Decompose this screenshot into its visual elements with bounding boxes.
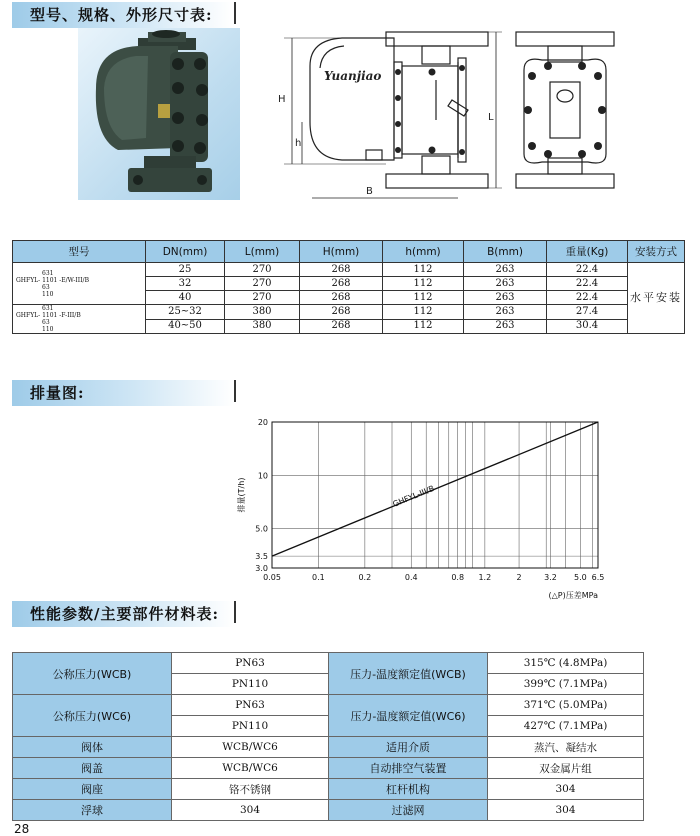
table-row [13, 263, 685, 277]
section-header-dimensions [12, 2, 232, 28]
table-header-row [13, 241, 685, 263]
x-tick-label: 0.05 [263, 573, 281, 582]
cell-l: 270 [225, 291, 300, 305]
header-H: H(mm) [300, 241, 383, 263]
cell-H: 268 [300, 263, 383, 277]
label-seat: 阀座 [13, 779, 172, 800]
series-label: GHFYL-III/B [391, 483, 436, 509]
x-tick-label: 2 [516, 573, 522, 582]
dimension-table [12, 240, 685, 334]
value-float: 304 [172, 800, 329, 821]
cell-weight: 22.4 [547, 263, 628, 277]
cell-b: 263 [464, 305, 547, 320]
cell-h: 112 [383, 291, 464, 305]
cell-b: 263 [464, 263, 547, 277]
label-cover: 阀盖 [13, 758, 172, 779]
divider [234, 380, 236, 402]
cell-h: 112 [383, 277, 464, 291]
label-B: B [366, 186, 373, 197]
model-a-line1: 631 [42, 269, 54, 277]
cell-dn: 40~50 [146, 319, 225, 334]
install-method: 水平安装 [628, 263, 685, 334]
x-tick-label: 5.0 [574, 573, 587, 582]
value-lever: 304 [488, 779, 644, 800]
section-title: 排量图: [30, 384, 85, 402]
x-tick-label: 6.5 [591, 573, 605, 582]
cell-H: 268 [300, 291, 383, 305]
value-rating: 427℃ (7.1MPa) [488, 716, 644, 737]
label-float: 浮球 [13, 800, 172, 821]
label-rating-wcb: 压力-温度额定值(WCB) [329, 653, 488, 695]
model-b-line3: 63 [42, 319, 50, 326]
label-pressure-wc6: 公称压力(WC6) [13, 695, 172, 737]
cell-weight: 22.4 [547, 277, 628, 291]
cell-l: 380 [225, 319, 300, 334]
cell-dn: 25~32 [146, 305, 225, 320]
model-a-line2: GHFYL- 1101 -E/W-III/B [16, 276, 89, 284]
cell-h: 112 [383, 319, 464, 334]
table-row [13, 758, 644, 779]
value-rating: 371℃ (5.0MPa) [488, 695, 644, 716]
y-tick-label: 5.0 [255, 524, 268, 534]
x-tick-label: 1.2 [478, 573, 492, 582]
dimension-drawing [262, 26, 692, 206]
value-strainer: 304 [488, 800, 644, 821]
label-L: L [488, 112, 494, 123]
table-row [13, 737, 644, 758]
cell-weight: 30.4 [547, 319, 628, 334]
label-h: h [295, 138, 302, 149]
cell-b: 263 [464, 319, 547, 334]
cell-l: 380 [225, 305, 300, 320]
cell-dn: 25 [146, 263, 225, 277]
label-pressure-wcb: 公称压力(WCB) [13, 653, 172, 695]
cell-weight: 27.4 [547, 305, 628, 320]
header-model: 型号 [13, 241, 146, 263]
header-h: h(mm) [383, 241, 464, 263]
header-weight: 重量(Kg) [547, 241, 628, 263]
value-medium: 蒸汽、凝结水 [488, 737, 644, 758]
label-lever: 杠杆机构 [329, 779, 488, 800]
cell-weight: 22.4 [547, 291, 628, 305]
series-line [272, 422, 598, 556]
value-body: WCB/WC6 [172, 737, 329, 758]
cell-l: 270 [225, 277, 300, 291]
x-tick-label: 0.4 [404, 573, 418, 582]
cell-dn: 40 [146, 291, 225, 305]
header-l: L(mm) [225, 241, 300, 263]
cell-b: 263 [464, 291, 547, 305]
divider [234, 2, 236, 24]
table-row [13, 800, 644, 821]
cell-h: 112 [383, 263, 464, 277]
model-a-line3: 63 [42, 283, 50, 291]
header-dn: DN(mm) [146, 241, 225, 263]
cell-l: 270 [225, 263, 300, 277]
x-axis-title: (△P)压差MPa [548, 591, 598, 600]
model-cell-b [13, 305, 146, 334]
label-rating-wc6: 压力-温度额定值(WC6) [329, 695, 488, 737]
section-title: 性能参数/主要部件材料表: [30, 605, 220, 623]
label-medium: 适用介质 [329, 737, 488, 758]
section-title: 型号、规格、外形尺寸表: [30, 6, 213, 24]
table-row [13, 695, 644, 716]
header-install: 安装方式 [628, 241, 685, 263]
plot-frame [272, 422, 598, 568]
flow-chart [230, 410, 620, 605]
table-row [13, 653, 644, 674]
value-rating: 399℃ (7.1MPa) [488, 674, 644, 695]
header-b: B(mm) [464, 241, 547, 263]
value-pn110: PN110 [172, 716, 329, 737]
value-pn63: PN63 [172, 695, 329, 716]
y-tick-label: 3.0 [255, 564, 268, 573]
y-tick-label: 3.5 [255, 552, 268, 562]
x-tick-label: 3.2 [544, 573, 557, 582]
x-tick-label: 0.1 [312, 573, 325, 582]
table-row [13, 305, 685, 320]
cell-dn: 32 [146, 277, 225, 291]
x-tick-label: 0.8 [451, 573, 465, 582]
value-pn63: PN63 [172, 653, 329, 674]
page-number: 28 [14, 822, 30, 836]
cell-H: 268 [300, 305, 383, 320]
y-axis-title: 排量(T/h) [237, 477, 246, 513]
brand-logo-text: Yuanjiao [324, 69, 382, 83]
cell-b: 263 [464, 277, 547, 291]
y-tick-label: 10 [257, 471, 268, 481]
value-seat: 铬不锈钢 [172, 779, 329, 800]
materials-table [12, 652, 644, 821]
value-cover: WCB/WC6 [172, 758, 329, 779]
label-strainer: 过滤网 [329, 800, 488, 821]
table-row [13, 779, 644, 800]
value-pn110: PN110 [172, 674, 329, 695]
cell-h: 112 [383, 305, 464, 320]
model-b-line1: 631 [42, 305, 54, 312]
section-header-materials [12, 601, 234, 627]
model-b-line4: 110 [42, 326, 54, 333]
model-cell-a [13, 263, 146, 305]
model-a-line4: 110 [42, 290, 54, 298]
label-body: 阀体 [13, 737, 172, 758]
y-tick-label: 20 [257, 418, 268, 427]
x-tick-label: 0.2 [358, 573, 372, 582]
cell-H: 268 [300, 277, 383, 291]
divider [234, 601, 236, 623]
value-air-vent: 双金属片组 [488, 758, 644, 779]
product-photo [78, 28, 240, 200]
section-header-flow [12, 380, 234, 406]
label-H: H [278, 94, 286, 105]
value-rating: 315℃ (4.8MPa) [488, 653, 644, 674]
cell-H: 268 [300, 319, 383, 334]
model-b-line2: GHFYL- 1101 -F-III/B [16, 312, 81, 319]
label-air-vent: 自动排空气装置 [329, 758, 488, 779]
